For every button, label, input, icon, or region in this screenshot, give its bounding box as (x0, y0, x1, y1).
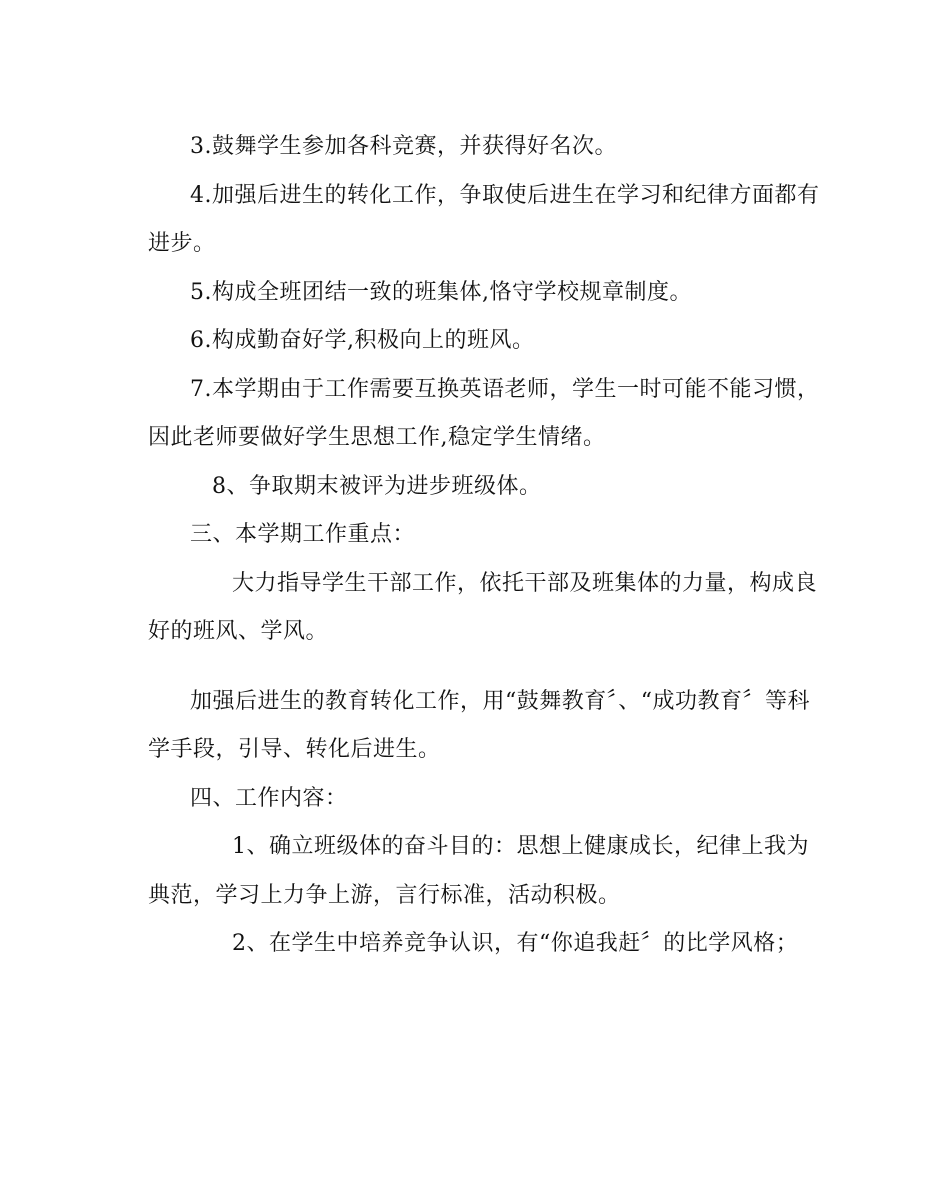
goal-8: 8、争取期末被评为进步班级体。 (212, 474, 542, 499)
goal-4: 4.加强后进生的转化工作，争取使后进生在学习和纪律方面都有 (190, 183, 820, 208)
goal-3: 3.鼓舞学生参加各科竞赛，并获得好名次。 (190, 134, 617, 159)
content-item-1-cont: 典范，学习上力争上游，言行标准，活动积极。 (148, 883, 621, 908)
section-4-heading: 四、工作内容： (190, 786, 348, 811)
section-3-heading: 三、本学期工作重点： (190, 522, 416, 547)
goal-5: 5.构成全班团结一致的班集体,恪守学校规章制度。 (190, 280, 692, 305)
goal-6: 6.构成勤奋好学,积极向上的班风。 (190, 328, 535, 353)
goal-4-cont: 进步。 (148, 231, 216, 256)
focus-para-2-cont: 学手段，引导、转化后进生。 (148, 737, 441, 762)
goal-7-cont: 因此老师要做好学生思想工作,稳定学生情绪。 (148, 425, 606, 450)
focus-para-1: 大力指导学生干部工作，依托干部及班集体的力量，构成良 (232, 571, 818, 596)
focus-para-1-cont: 好的班风、学风。 (148, 619, 329, 644)
content-item-2: 2、在学生中培养竞争认识，有“你追我赶〞的比学风格； (232, 931, 799, 956)
goal-7: 7.本学期由于工作需要互换英语老师，学生一时可能不能习惯， (190, 377, 820, 402)
focus-para-2: 加强后进生的教育转化工作，用“鼓舞教育〞、“成功教育〞等科 (190, 689, 810, 714)
content-item-1: 1、确立班级体的奋斗目的：思想上健康成长，纪律上我为 (232, 834, 809, 859)
